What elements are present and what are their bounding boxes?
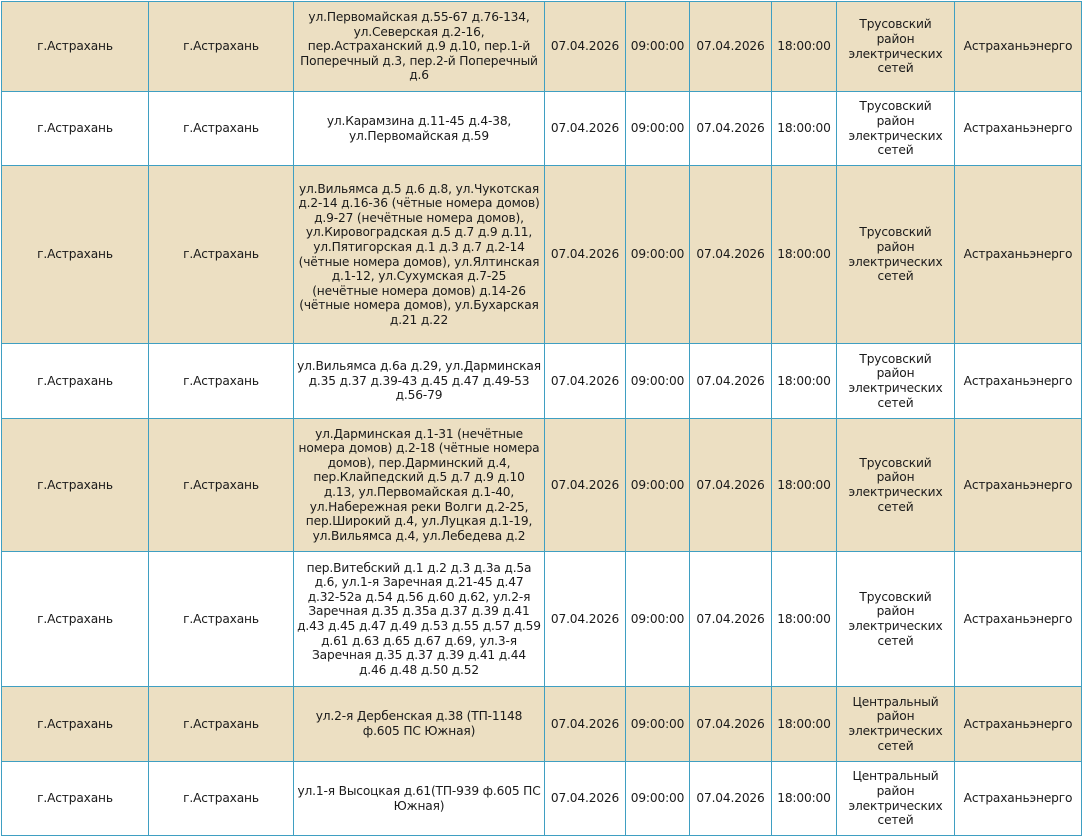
addresses-cell: ул.Вильямса д.5 д.6 д.8, ул.Чукотская д.2-14 д.16-36 (чётные номера домов) д.9-27 (нечётные номера домов), ул.Кировоградская д.5 д.7 д.9 д.11, ул.Пятигорская д.1 д.3 д.7 д.2-14 (чётные номера домов), ул.Ялтинская д.1-12, ул.Сухумская д.7-25 (нечётные номера домов) д.14-26 (чётные номера домов), ул.Бухарская д.21 д.22	[294, 166, 545, 344]
addresses-cell: ул.1-я Высоцкая д.61(ТП-939 ф.605 ПС Южная)	[294, 762, 545, 836]
city-cell: г.Астрахань	[149, 762, 294, 836]
table-row	[2, 2, 1082, 92]
start-time-cell: 09:00:00	[626, 2, 690, 92]
start-time-cell: 09:00:00	[626, 762, 690, 836]
end-date-cell: 07.04.2026	[690, 687, 772, 762]
start-time-cell: 09:00:00	[626, 92, 690, 166]
city-cell: г.Астрахань	[149, 92, 294, 166]
start-time-cell: 09:00:00	[626, 166, 690, 344]
company-cell: Астраханьэнерго	[955, 419, 1082, 552]
end-time-cell: 18:00:00	[772, 552, 837, 687]
company-cell: Астраханьэнерго	[955, 92, 1082, 166]
start-date-cell: 07.04.2026	[545, 166, 626, 344]
city-cell: г.Астрахань	[149, 552, 294, 687]
start-date-cell: 07.04.2026	[545, 419, 626, 552]
end-time-cell: 18:00:00	[772, 166, 837, 344]
district-cell: Центральный район электрических сетей	[837, 687, 955, 762]
city-cell: г.Астрахань	[149, 344, 294, 419]
start-time-cell: 09:00:00	[626, 419, 690, 552]
end-date-cell: 07.04.2026	[690, 166, 772, 344]
region-cell: г.Астрахань	[2, 2, 149, 92]
addresses-cell: ул.Вильямса д.6а д.29, ул.Дарминская д.35 д.37 д.39-43 д.45 д.47 д.49-53 д.56-79	[294, 344, 545, 419]
district-cell: Центральный район электрических сетей	[837, 762, 955, 836]
table-row	[2, 92, 1082, 166]
end-date-cell: 07.04.2026	[690, 419, 772, 552]
region-cell: г.Астрахань	[2, 344, 149, 419]
end-time-cell: 18:00:00	[772, 687, 837, 762]
company-cell: Астраханьэнерго	[955, 552, 1082, 687]
end-date-cell: 07.04.2026	[690, 2, 772, 92]
city-cell: г.Астрахань	[149, 419, 294, 552]
start-date-cell: 07.04.2026	[545, 2, 626, 92]
district-cell: Трусовский район электрических сетей	[837, 166, 955, 344]
end-time-cell: 18:00:00	[772, 762, 837, 836]
end-time-cell: 18:00:00	[772, 92, 837, 166]
region-cell: г.Астрахань	[2, 92, 149, 166]
region-cell: г.Астрахань	[2, 419, 149, 552]
end-date-cell: 07.04.2026	[690, 552, 772, 687]
start-date-cell: 07.04.2026	[545, 552, 626, 687]
region-cell: г.Астрахань	[2, 687, 149, 762]
district-cell: Трусовский район электрических сетей	[837, 419, 955, 552]
table-row	[2, 419, 1082, 552]
region-cell: г.Астрахань	[2, 552, 149, 687]
start-date-cell: 07.04.2026	[545, 92, 626, 166]
city-cell: г.Астрахань	[149, 166, 294, 344]
end-date-cell: 07.04.2026	[690, 92, 772, 166]
end-date-cell: 07.04.2026	[690, 762, 772, 836]
company-cell: Астраханьэнерго	[955, 2, 1082, 92]
district-cell: Трусовский район электрических сетей	[837, 2, 955, 92]
addresses-cell: ул.2-я Дербенская д.38 (ТП-1148 ф.605 ПС Южная)	[294, 687, 545, 762]
addresses-cell: ул.Первомайская д.55-67 д.76-134, ул.Северская д.2-16, пер.Астраханский д.9 д.10, пер.1-й Поперечный д.3, пер.2-й Поперечный д.6	[294, 2, 545, 92]
start-date-cell: 07.04.2026	[545, 344, 626, 419]
district-cell: Трусовский район электрических сетей	[837, 344, 955, 419]
table-row	[2, 166, 1082, 344]
region-cell: г.Астрахань	[2, 762, 149, 836]
start-date-cell: 07.04.2026	[545, 687, 626, 762]
table-row	[2, 762, 1082, 836]
table-row	[2, 687, 1082, 762]
start-time-cell: 09:00:00	[626, 552, 690, 687]
addresses-cell: ул.Карамзина д.11-45 д.4-38, ул.Первомайская д.59	[294, 92, 545, 166]
start-time-cell: 09:00:00	[626, 344, 690, 419]
company-cell: Астраханьэнерго	[955, 166, 1082, 344]
company-cell: Астраханьэнерго	[955, 344, 1082, 419]
end-date-cell: 07.04.2026	[690, 344, 772, 419]
city-cell: г.Астрахань	[149, 2, 294, 92]
addresses-cell: пер.Витебский д.1 д.2 д.3 д.3а д.5а д.6, ул.1-я Заречная д.21-45 д.47 д.32-52а д.54 д.56 д.60 д.62, ул.2-я Заречная д.35 д.35а д.37 д.39 д.41 д.43 д.45 д.47 д.49 д.53 д.55 д.57 д.59 д.61 д.63 д.65 д.67 д.69, ул.3-я Заречная д.35 д.37 д.39 д.41 д.44 д.46 д.48 д.50 д.52	[294, 552, 545, 687]
end-time-cell: 18:00:00	[772, 2, 837, 92]
outage-schedule-table	[1, 1, 1082, 836]
company-cell: Астраханьэнерго	[955, 687, 1082, 762]
table-row	[2, 344, 1082, 419]
region-cell: г.Астрахань	[2, 166, 149, 344]
addresses-cell: ул.Дарминская д.1-31 (нечётные номера домов) д.2-18 (чётные номера домов), пер.Дарминский д.4, пер.Клайпедский д.5 д.7 д.9 д.10 д.13, ул.Первомайская д.1-40, ул.Набережная реки Волги д.2-25, пер.Широкий д.4, ул.Луцкая д.1-19, ул.Вильямса д.4, ул.Лебедева д.2	[294, 419, 545, 552]
end-time-cell: 18:00:00	[772, 344, 837, 419]
end-time-cell: 18:00:00	[772, 419, 837, 552]
district-cell: Трусовский район электрических сетей	[837, 552, 955, 687]
city-cell: г.Астрахань	[149, 687, 294, 762]
start-date-cell: 07.04.2026	[545, 762, 626, 836]
company-cell: Астраханьэнерго	[955, 762, 1082, 836]
start-time-cell: 09:00:00	[626, 687, 690, 762]
district-cell: Трусовский район электрических сетей	[837, 92, 955, 166]
table-row	[2, 552, 1082, 687]
